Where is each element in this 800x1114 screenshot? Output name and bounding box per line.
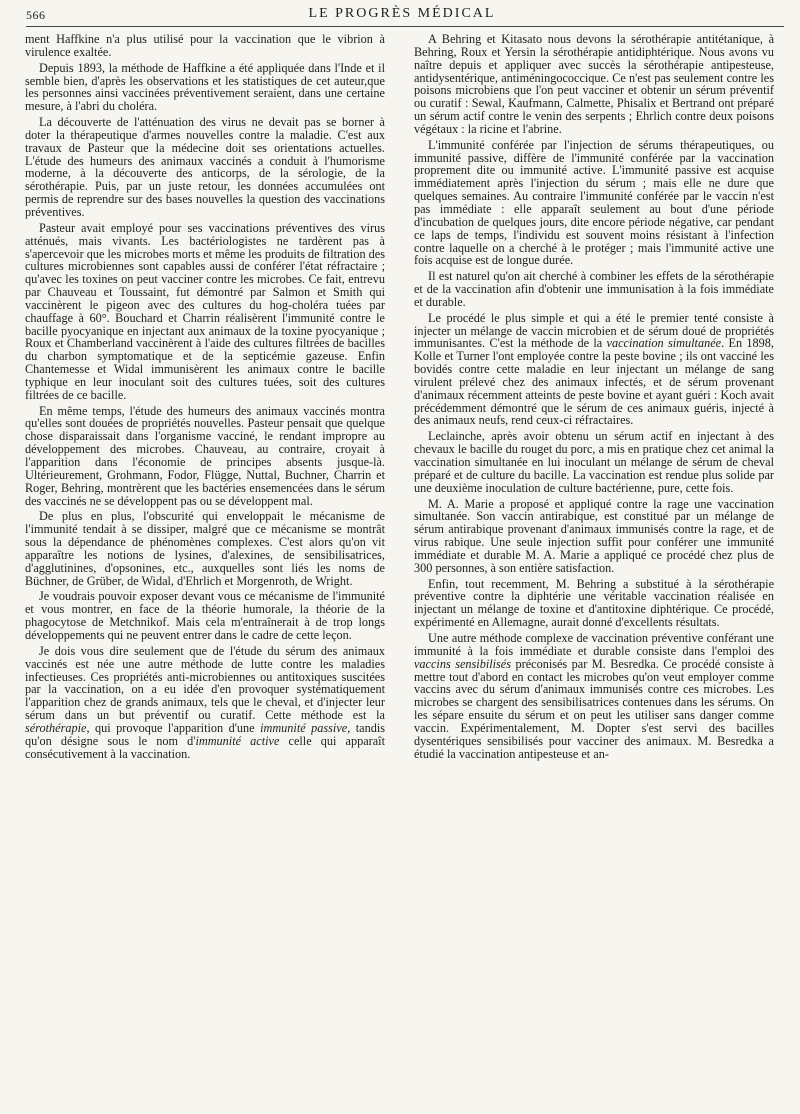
text-run: . En 1898, Kolle et Turner l'ont employée contre la peste bovine ; ils ont vacciné les bovidés contre cette maladie en leur injectant un mélange de sang virulent prélevé chez des animaux infectés, et de sérum provenant d'animaux récemment atteints de peste bovine et ayant guéri : Koch avait précédemment démontré que le sérum de ces animaux guéris, injecté à des animaux neufs, rend ceux-ci réfractaires. xyxy=(414,336,774,428)
paragraph: Depuis 1893, la méthode de Haffkine a été appliquée dans l'Inde et il semble bien, d'après les observations et les statistiques de cet auteur,que les personnes ainsi vaccinées préventivement seraient, dans une certaine mesure, à l'abri du choléra. xyxy=(25,60,385,114)
italic-term: immunité active xyxy=(195,733,280,748)
paragraph: A Behring et Kitasato nous devons la sérothérapie antitétanique, à Behring, Roux et Yersin la sérothérapie antidiphtérique. Nous avons vu naître depuis et appliquer avec succès la sérothérapie antipesteuse, antidysentérique, antiméningococcique. Ce n'est pas seulement contre les poisons microbiens que l'on peut vacciner et obtenir un sérum préventif ou curatif : Sewal, Kaufmann, Calmette, Phisalix et Bertrand ont préparé un sérum actif contre le venin des serpents ; Ehrlich contre deux poisons végétaux : la ricine et l'abrine. xyxy=(414,32,774,136)
page-header xyxy=(26,6,778,24)
header-rule xyxy=(26,26,784,27)
paragraph: Leclainche, après avoir obtenu un sérum actif en injectant à des chevaux le bacille du rouget du porc, a mis en pratique chez cet animal la vaccination simultanée en lui inoculant un mélange de sérum de cheval préparé et de culture du bacille. La vaccination est rendue plus solide par une deuxième inoculation de culture bactérienne, pure, cette fois. xyxy=(414,429,774,495)
text-run: , qui provoque l'apparition d'une xyxy=(86,720,261,735)
paragraph: La découverte de l'atténuation des virus ne devait pas se borner à doter la thérapeutique d'armes nouvelles contre la maladie. C'est aux travaux de Pasteur que la médecine doit ses orientations actuelles. L'étude des humeurs des animaux vaccinés a conduit à l'humorisme moderne, à la découverte des anticorps, de la sérologie, de la sérothérapie. Puis, par un juste retour, les données accumulées ont permis de reprendre sur des bases nouvelles la question des vaccinations préventives. xyxy=(25,115,385,219)
right-column xyxy=(414,33,774,763)
paragraph xyxy=(25,645,385,761)
italic-term: immunité passive xyxy=(260,720,348,735)
paragraph: M. A. Marie a proposé et appliqué contre la rage une vaccination simultanée. Son vaccin antirabique, est constitué par un mélange de sérum antirabique provenant d'animaux immunisés contre la rage, et de virus rabique. Une seule injection suffit pour conférer une immunité immédiate et durable M. A. Marie a appliqué ce procédé chez plus de 300 personnes, à son entière satisfaction. xyxy=(414,496,774,575)
italic-term: sérothérapie xyxy=(25,720,87,735)
text-run: Le procédé le plus simple et qui a été le premier tenté consiste à injecter un mélange de vaccin microbien et de sérum doué de propriétés immunisantes. C'est la méthode de la xyxy=(414,310,774,351)
text-run: , tandis qu'on désigne sous le nom d' xyxy=(25,720,385,748)
text-run: préconisés par M. Besredka. Ce procédé consiste à mettre tout d'abord en contact les microbes qu'on veut employer comme vaccins avec du sérum d'animaux immunisés contre ces microbes. Les microbes se chargent des sensibilisatrices contenues dans les sérums. On les sépare ensuite du sérum et on peut les utiliser sans danger comme vaccin. Expérimentalement, M. Dopter s'est servi des bacilles dysentériques sensibilisés pour vacciner des animaux. M. Besredka a étudié la vaccination antipesteuse et an- xyxy=(414,656,774,761)
italic-term: vaccination simultanée xyxy=(606,336,722,351)
paragraph: Il est naturel qu'on ait cherché à combiner les effets de la sérothérapie et de la vaccination afin d'obtenir une immunisation à la fois immédiate et durable. xyxy=(414,269,774,309)
paragraph: De plus en plus, l'obscurité qui enveloppait le mécanisme de l'immunité tendait à se dissiper, malgré que ce mécanisme se montrât sous la dépendance de phénomènes complexes. C'est alors qu'on vit apparaître les notions de lysines, d'alexines, de sensibilisatrices, d'agglutinines, d'opsonines, etc., auxquelles sont liés les noms de Büchner, de Grüber, de Widal, d'Ehrlich et Morgenroth, de Wright. xyxy=(25,509,385,588)
journal-title: LE PROGRÈS MÉDICAL xyxy=(308,6,496,21)
paragraph: ment Haffkine n'a plus utilisé pour la vaccination que le vibrion à virulence exaltée. xyxy=(25,32,385,59)
paragraph xyxy=(414,632,774,760)
paragraph xyxy=(414,312,774,428)
text-run: Une autre méthode complexe de vaccination préventive conférant une immunité à la fois immédiate et durable consiste dans l'emploi des xyxy=(414,630,774,658)
left-column xyxy=(25,33,385,763)
page-number: 566 xyxy=(26,8,46,22)
paragraph: L'immunité conférée par l'injection de sérums thérapeutiques, ou immunité passive, diffère de l'immunité conférée par la vaccination proprement dite ou immunité active. L'immunité passive est acquise immédiatement après l'injection du sérum ; mais elle ne dure que quelques semaines. Au contraire l'immunité conférée par le vaccin n'est pas immédiate : elle apparaît seulement au bout d'une période d'incubation de quelques jours, dite encore période négative, car pendant ce laps de temps, l'individu est souvent moins résistant à l'infection contre laquelle on a cherché à le protéger ; mais l'immunité active une fois acquise est de longue durée. xyxy=(414,137,774,268)
text-run: celle qui apparaît consécutivement à la vaccination. xyxy=(25,733,385,761)
text-run: Je dois vous dire seulement que de l'étude du sérum des animaux vaccinés est née une autre méthode de lutte contre les maladies infectieuses. Ces propriétés anti-microbiennes ou antitoxiques suscitées par la vaccination, on a eu idée d'en provoquer systématiquement l'apparition chez de grands animaux, tels que le cheval, et d'injecter leur sérum dans un but préventif ou curatif. Cette méthode est la xyxy=(25,643,385,723)
italic-term: vaccins sensibilisés xyxy=(414,656,512,671)
paragraph: Je voudrais pouvoir exposer devant vous ce mécanisme de l'immunité et vous montrer, en face de la théorie humorale, la théorie de la phagocytose de Metchnikof. Mais cela m'entraînerait à de trop longs développements qui ne peuvent entrer dans le cadre de cette leçon. xyxy=(25,589,385,642)
paragraph: Enfin, tout recemment, M. Behring a substitué à la sérothérapie préventive contre la diphtérie une véritable vaccination réalisée en injectant un mélange de toxine et d'antitoxine diphtérique. Ce procédé, expérimenté en Allemagne, aurait donné d'excellents résultats. xyxy=(414,576,774,630)
paragraph: En même temps, l'étude des humeurs des animaux vaccinés montra qu'elles sont douées de propriétés nouvelles. Pasteur pensait que quelque chose disparaissait dans l'organisme vacciné, le rendant impropre au développement des microbes. Chauveau, au contraire, croyait à l'apparition dans l'économie de principes absents jusque-là. Ultérieurement, Grohmann, Fodor, Flügge, Nuttal, Buchner, Charrin et Roger, Behring, montrèrent que les bactéries ensemencées dans le sérum des vaccinés ne se développent pas ou se développent mal. xyxy=(25,403,385,508)
paragraph: Pasteur avait employé pour ses vaccinations préventives des virus atténués, mais vivants. Les bactériologistes ne tardèrent pas à s'apercevoir que les microbes morts et même les produits de filtration des cultures microbiennes sont capables aussi de conférer l'état réfractaire ; qu'avec les toxines on peut vacciner contre les microbes. Ce fait, entrevu par Chauveau et Toussaint, fut démontré par Salmon et Smith qui vaccinèrent le pigeon avec des cultures du hog-choléra tuées par chauffage à 60°. Bouchard et Charrin réalisèrent l'immunité contre le bacille pyocyanique en injectant aux animaux de la toxine pyocyanique ; Roux et Chamberland vaccinèrent à l'aide des cultures filtrées de bacilles du charbon symptomatique et de la septicémie gazeuse. Enfin Chantemesse et Widal immunisèrent les animaux contre le bacille typhique en leur inoculant soit des cultures tuées, soit des cultures filtrées de ce bacille. xyxy=(25,220,385,402)
